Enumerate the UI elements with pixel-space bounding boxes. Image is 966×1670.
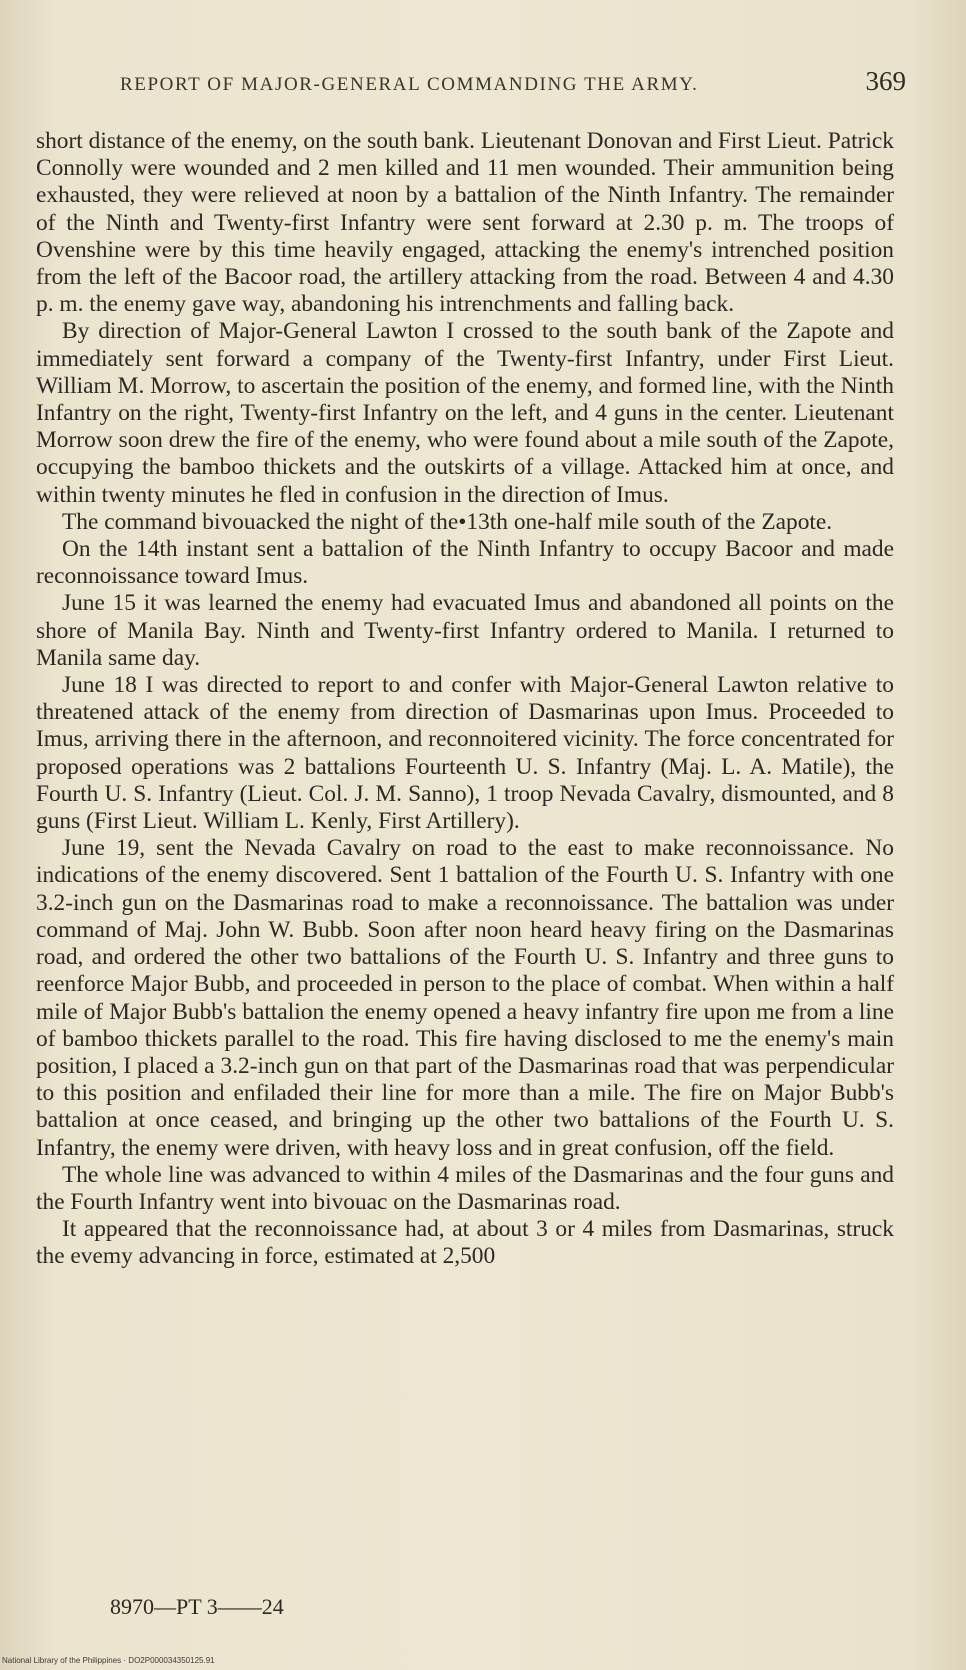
- paragraph: It appeared that the reconnoissance had, at about 3 or 4 miles from Dasmarinas, struck the evemy advancing in force, estimated at 2,500: [36, 1216, 894, 1270]
- page-number: 369: [865, 66, 906, 96]
- paragraph: June 15 it was learned the enemy had evacuated Imus and abandoned all points on the shore of Manila Bay. Ninth and Twenty-first Infantry ordered to Manila. I returned to Manila same day.: [36, 590, 894, 671]
- running-head: REPORT OF MAJOR-GENERAL COMMANDING THE ARMY.: [120, 74, 699, 95]
- body-text: [36, 128, 894, 1271]
- paragraph: June 19, sent the Nevada Cavalry on road to the east to make reconnoissance. No indications of the enemy discovered. Sent 1 battalion of the Fourth U. S. Infantry with one 3.2-inch gun on the Dasmarinas road to make a reconnoissance. The battalion was under command of Maj. John W. Bubb. Soon after noon heard heavy firing on the Dasmarinas road, and ordered the other two battalions of the Fourth U. S. Infantry and three guns to reenforce Major Bubb, and proceeded in person to the place of combat. When within a half mile of Major Bubb's battalion the enemy opened a heavy infantry fire upon me from a line of bamboo thickets parallel to the road. This fire having disclosed to me the enemy's main position, I placed a 3.2-inch gun on that part of the Dasmarinas road that was perpendicular to this position and enfiladed their line for more than a mile. The fire on Major Bubb's battalion at once ceased, and bringing up the other two battalions of the Fourth U. S. Infantry, the enemy were driven, with heavy loss and in great confusion, off the field.: [36, 835, 894, 1161]
- paragraph: The command bivouacked the night of the•13th one-half mile south of the Zapote.: [62, 508, 833, 535]
- paragraph: June 18 I was directed to report to and confer with Major-General Lawton relative to threatened attack of the enemy from direction of Dasmarinas upon Imus. Proceeded to Imus, arriving there in the afternoon, and reconnoitered vicinity. The force concentrated for proposed operations was 2 battalions Fourteenth U. S. Infantry (Maj. L. A. Matile), the Fourth U. S. Infantry (Lieut. Col. J. M. Sanno), 1 troop Nevada Cavalry, dismounted, and 8 guns (First Lieut. William L. Kenly, First Artillery).: [36, 672, 894, 835]
- paragraph: By direction of Major-General Lawton I crossed to the south bank of the Zapote and immediately sent forward a company of the Twenty-first Infantry, under First Lieut. William M. Morrow, to ascertain the position of the enemy, and formed line, with the Ninth Infantry on the right, Twenty-first Infantry on the left, and 4 guns in the center. Lieutenant Morrow soon drew the fire of the enemy, who were found about a mile south of the Zapote, occupying the bamboo thickets and the outskirts of a village. Attacked him at once, and within twenty minutes he fled in confusion in the direction of Imus.: [36, 318, 894, 508]
- signature-mark: 8970—PT 3——24: [110, 1594, 284, 1619]
- library-stamp: National Library of the Philippines · DO2P000034350125.91: [2, 1656, 215, 1665]
- page-header: [120, 66, 906, 97]
- paragraph: short distance of the enemy, on the south bank. Lieutenant Donovan and First Lieut. Patrick Connolly were wounded and 2 men killed and 11 men wounded. Their ammunition being exhausted, they were relieved at noon by a battalion of the Ninth Infantry. The remainder of the Ninth and Twenty-first Infantry were sent forward at 2.30 p. m. The troops of Ovenshine were by this time heavily engaged, attacking the enemy's intrenched position from the left of the Bacoor road, the artillery attacking from the road. Between 4 and 4.30 p. m. the enemy gave way, abandoning his intrenchments and falling back.: [36, 128, 894, 318]
- paragraph: The whole line was advanced to within 4 miles of the Dasmarinas and the four guns and the Fourth Infantry went into bivouac on the Dasmarinas road.: [36, 1161, 894, 1215]
- paragraph: On the 14th instant sent a battalion of the Ninth Infantry to occupy Bacoor and made reconnoissance toward Imus.: [36, 536, 894, 590]
